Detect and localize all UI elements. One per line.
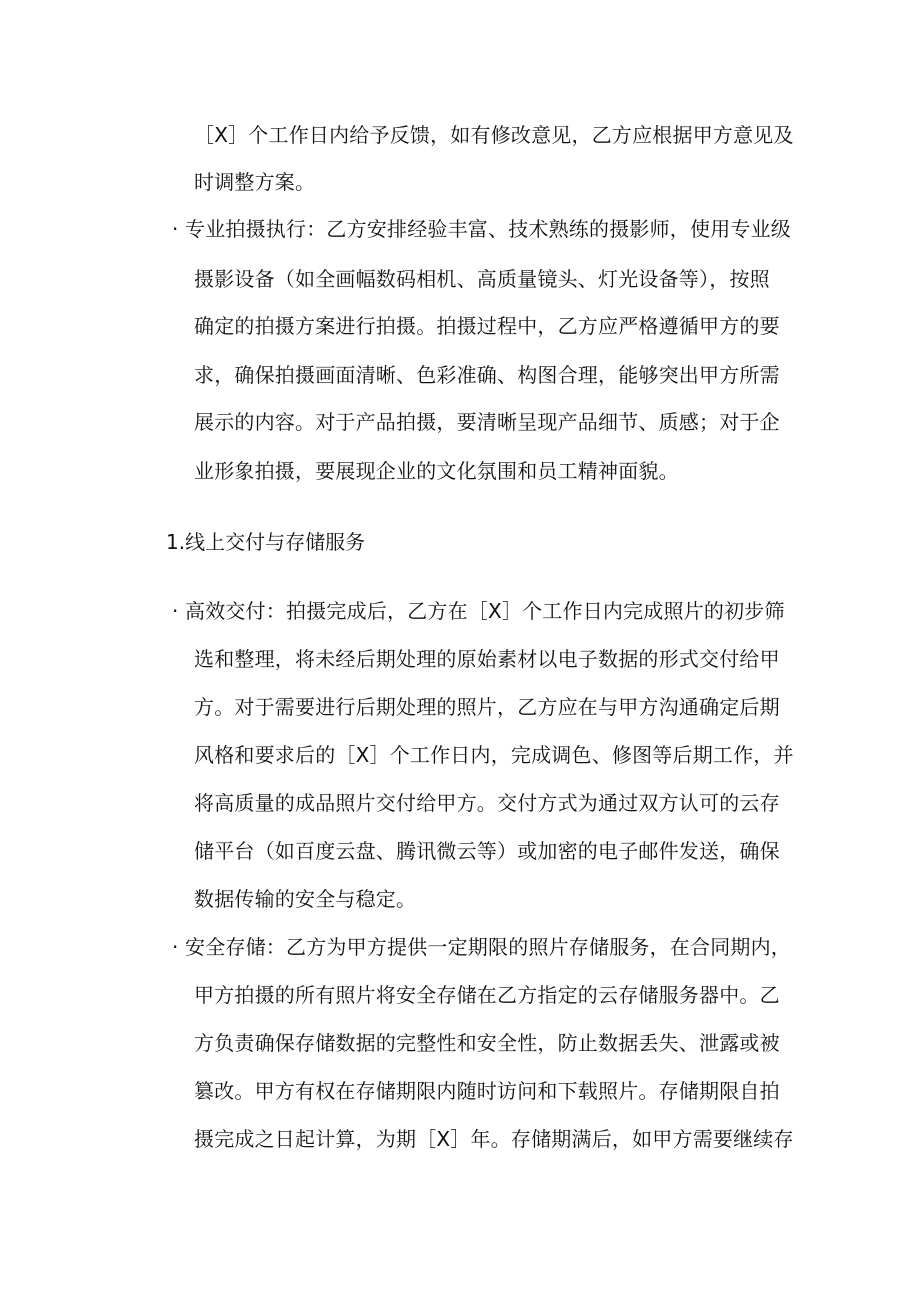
paragraph-line: 储平台（如百度云盘、腾讯微云等）或加密的电子邮件发送，确保 <box>194 839 780 863</box>
paragraph-line: 选和整理，将未经后期处理的原始素材以电子数据的形式交付给甲 <box>194 647 780 671</box>
paragraph-line: 方。对于需要进行后期处理的照片，乙方应在与甲方沟通确定后期 <box>194 695 780 719</box>
paragraph-line: 安全存储：乙方为甲方提供一定期限的照片存储服务，在合同期内， <box>185 935 791 959</box>
paragraph-line: 时调整方案。 <box>194 170 316 194</box>
paragraph-line: ［X］个工作日内给予反馈，如有修改意见，乙方应根据甲方意见及 <box>194 123 794 147</box>
bullet-marker: · <box>172 599 179 623</box>
paragraph-line: 高效交付：拍摄完成后，乙方在［X］个工作日内完成照片的初步筛 <box>185 599 785 623</box>
paragraph-line: 风格和要求后的［X］个工作日内，完成调色、修图等后期工作，并 <box>194 743 794 767</box>
paragraph-line: 求，确保拍摄画面清晰、色彩准确、构图合理，能够突出甲方所需 <box>194 363 780 387</box>
paragraph-line: 专业拍摄执行：乙方安排经验丰富、技术熟练的摄影师，使用专业级 <box>185 217 791 241</box>
section-heading: 1.线上交付与存储服务 <box>166 530 366 554</box>
bullet-marker: · <box>172 217 179 241</box>
bullet-marker: · <box>172 935 179 959</box>
paragraph-line: 确定的拍摄方案进行拍摄。拍摄过程中，乙方应严格遵循甲方的要 <box>194 314 780 338</box>
paragraph-line: 甲方拍摄的所有照片将安全存储在乙方指定的云存储服务器中。乙 <box>194 983 780 1007</box>
paragraph-line: 数据传输的安全与稳定。 <box>194 887 417 911</box>
paragraph-line: 将高质量的成品照片交付给甲方。交付方式为通过双方认可的云存 <box>194 791 780 815</box>
paragraph-line: 篡改。甲方有权在存储期限内随时访问和下载照片。存储期限自拍 <box>194 1079 780 1103</box>
paragraph-line: 方负责确保存储数据的完整性和安全性，防止数据丢失、泄露或被 <box>194 1031 780 1055</box>
paragraph-line: 业形象拍摄，要展现企业的文化氛围和员工精神面貌。 <box>194 459 679 483</box>
paragraph-line: 摄完成之日起计算，为期［X］年。存储期满后，如甲方需要继续存 <box>194 1127 794 1151</box>
paragraph-line: 摄影设备（如全画幅数码相机、高质量镜头、灯光设备等），按照 <box>194 267 770 291</box>
paragraph-line: 展示的内容。对于产品拍摄，要清晰呈现产品细节、质感；对于企 <box>194 410 780 434</box>
